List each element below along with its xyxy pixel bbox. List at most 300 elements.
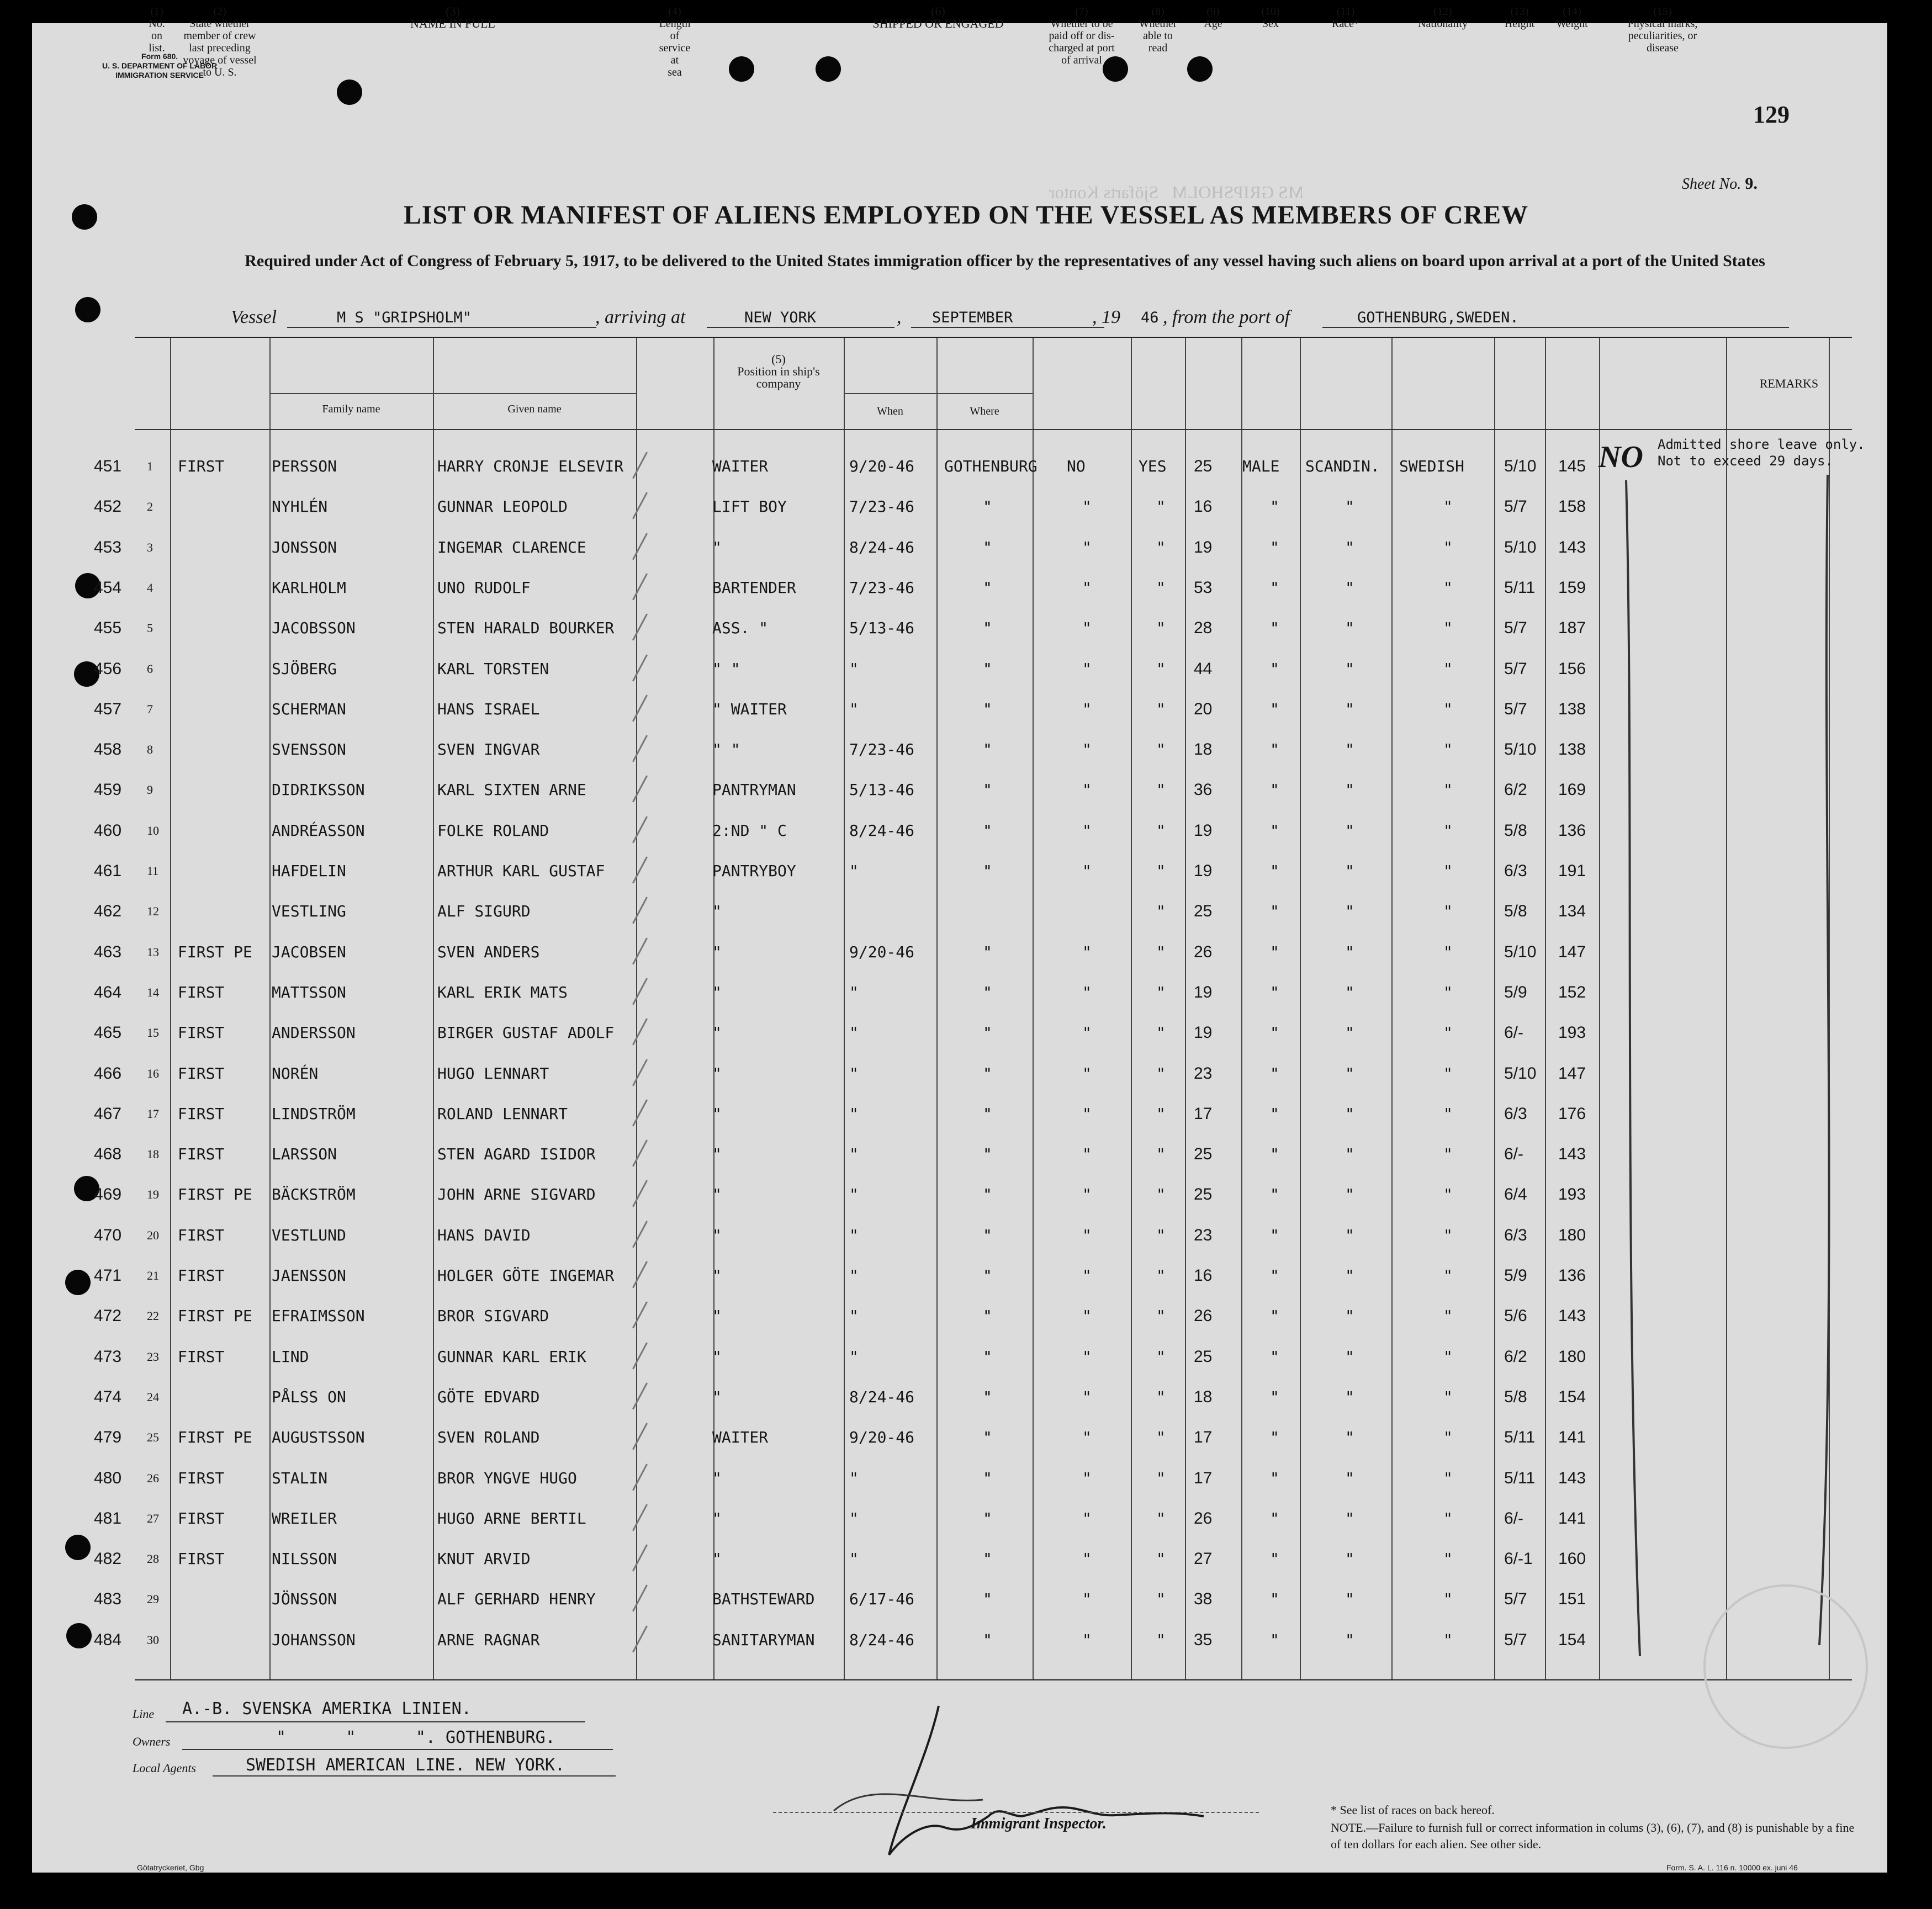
arriving-value: NEW YORK <box>744 309 817 326</box>
row-list-number: 28 <box>147 1552 159 1566</box>
row-shipped-when: " <box>849 1185 859 1204</box>
row-shipped-when: 7/23-46 <box>849 740 915 759</box>
row-age: 38 <box>1194 1590 1213 1609</box>
row-shipped-where: " <box>983 659 992 678</box>
row-height: 5/8 <box>1504 1387 1527 1406</box>
row-sex: " <box>1270 862 1279 880</box>
row-given-name: GÖTE EDVARD <box>437 1387 540 1406</box>
row-sex: " <box>1270 699 1279 718</box>
row-sex: " <box>1270 781 1279 799</box>
row-given-name: UNO RUDOLF <box>437 578 531 597</box>
row-sex: " <box>1270 1509 1279 1528</box>
row-shipped-where: " <box>983 983 992 1001</box>
sheet-label: Sheet No. <box>1682 176 1742 193</box>
row-sequence-number: 474 <box>94 1387 122 1406</box>
row-shipped-when: " <box>849 1064 859 1083</box>
row-previous-voyage: FIRST <box>178 983 225 1001</box>
row-sex: " <box>1270 983 1279 1001</box>
row-list-number: 30 <box>147 1632 159 1647</box>
row-nationality: " <box>1443 699 1453 718</box>
row-nationality: " <box>1443 983 1453 1001</box>
row-list-number: 15 <box>147 1026 159 1040</box>
row-shipped-where: " <box>983 1347 992 1366</box>
row-able-to-read: " <box>1156 1428 1166 1447</box>
row-nationality: " <box>1443 740 1453 759</box>
row-paid-off: " <box>1082 1145 1092 1164</box>
row-age: 23 <box>1194 1064 1213 1083</box>
row-previous-voyage: FIRST <box>178 1226 225 1244</box>
row-paid-off: " <box>1082 538 1092 556</box>
row-position: " <box>712 1387 722 1406</box>
row-family-name: DIDRIKSSON <box>272 781 365 799</box>
row-paid-off: " <box>1082 619 1092 638</box>
row-height: 5/11 <box>1504 1468 1536 1487</box>
row-list-number: 18 <box>147 1147 159 1162</box>
row-shipped-when: 5/13-46 <box>849 619 915 638</box>
row-age: 23 <box>1194 1226 1213 1244</box>
row-position: " <box>712 1226 722 1244</box>
row-nationality: " <box>1443 578 1453 597</box>
row-able-to-read: " <box>1156 740 1166 759</box>
row-height: 5/8 <box>1504 821 1527 840</box>
row-age: 18 <box>1194 1387 1213 1406</box>
row-position: BATHSTEWARD <box>712 1590 815 1609</box>
row-position: " <box>712 1064 722 1083</box>
check-mark <box>628 612 648 641</box>
row-position: " <box>712 902 722 921</box>
row-family-name: LARSSON <box>272 1145 337 1164</box>
column-header-position: (5) Position in ship's company <box>737 352 820 390</box>
row-height: 5/10 <box>1504 1064 1537 1083</box>
check-mark <box>628 692 648 722</box>
department-name: U. S. DEPARTMENT OF LABOR <box>102 61 218 70</box>
check-mark <box>628 1502 648 1531</box>
row-list-number: 5 <box>147 621 153 635</box>
row-previous-voyage: FIRST PE <box>178 1307 252 1325</box>
row-age: 17 <box>1194 1428 1213 1447</box>
row-shipped-where: " <box>983 1307 992 1325</box>
row-sex: " <box>1270 497 1279 516</box>
row-list-number: 2 <box>147 500 153 514</box>
row-family-name: JAENSSON <box>272 1266 346 1285</box>
row-height: 5/10 <box>1504 538 1537 556</box>
row-weight: 154 <box>1558 1630 1586 1649</box>
row-nationality: " <box>1443 1590 1453 1609</box>
row-age: 28 <box>1194 619 1213 638</box>
row-shipped-where: " <box>983 699 992 718</box>
port-value: GOTHENBURG,SWEDEN. <box>1357 309 1519 326</box>
column-header-when: When <box>877 405 903 417</box>
row-shipped-where: " <box>983 1468 992 1487</box>
row-given-name: HOLGER GÖTE INGEMAR <box>437 1266 615 1285</box>
row-sex: " <box>1270 1590 1279 1609</box>
owners-value: " " ". GOTHENBURG. <box>276 1728 555 1747</box>
row-given-name: GUNNAR LEOPOLD <box>437 497 568 516</box>
row-shipped-where: " <box>983 1509 992 1528</box>
row-sex: " <box>1270 619 1279 638</box>
row-list-number: 12 <box>147 904 159 919</box>
column-header-remarks: REMARKS <box>1759 377 1819 390</box>
row-sequence-number: 484 <box>94 1630 122 1649</box>
punch-hole <box>816 56 841 82</box>
row-nationality: " <box>1443 1630 1453 1649</box>
row-shipped-when: 6/17-46 <box>849 1590 915 1609</box>
row-sex: " <box>1270 902 1279 921</box>
row-position: " <box>712 1468 722 1487</box>
row-sex: " <box>1270 740 1279 759</box>
row-weight: 193 <box>1558 1024 1586 1042</box>
row-able-to-read: " <box>1156 1590 1166 1609</box>
row-weight: 187 <box>1558 619 1586 638</box>
row-family-name: ANDERSSON <box>272 1024 356 1042</box>
row-height: 6/3 <box>1504 1104 1527 1123</box>
row-given-name: ALF GERHARD HENRY <box>437 1590 596 1609</box>
column-header-shipped-engaged: (6) SHIPPED OR ENGAGED <box>872 4 1004 30</box>
row-sequence-number: 460 <box>94 821 122 840</box>
vessel-label: Vessel <box>231 307 277 327</box>
column-header-height: (13) Height <box>1504 6 1535 30</box>
row-able-to-read: " <box>1156 1266 1166 1285</box>
row-nationality: " <box>1443 1145 1453 1164</box>
row-race: " <box>1345 1550 1354 1568</box>
row-weight: 143 <box>1558 1307 1586 1325</box>
check-mark <box>628 1461 648 1491</box>
row-given-name: ROLAND LENNART <box>437 1104 568 1123</box>
row-race: " <box>1345 1468 1354 1487</box>
line-value: A.-B. SVENSKA AMERIKA LINIEN. <box>182 1699 472 1719</box>
row-family-name: SJÖBERG <box>272 659 337 678</box>
row-given-name: HANS ISRAEL <box>437 699 540 718</box>
row-sequence-number: 459 <box>94 781 122 799</box>
check-mark <box>628 855 648 884</box>
row-weight: 138 <box>1558 699 1586 718</box>
row-sex: " <box>1270 942 1279 961</box>
row-race: " <box>1345 659 1354 678</box>
row-family-name: JACOBSSON <box>272 619 356 638</box>
row-family-name: SVENSSON <box>272 740 346 759</box>
row-age: 25 <box>1194 1185 1213 1204</box>
row-sex: " <box>1270 1266 1279 1285</box>
row-able-to-read: " <box>1156 1630 1166 1649</box>
row-paid-off: " <box>1082 1509 1092 1528</box>
row-shipped-where: " <box>983 1185 992 1204</box>
row-list-number: 4 <box>147 580 153 595</box>
check-mark <box>628 1542 648 1572</box>
row-nationality: " <box>1443 1387 1453 1406</box>
row-weight: 156 <box>1558 659 1586 678</box>
row-able-to-read: " <box>1156 1387 1166 1406</box>
row-paid-off: " <box>1082 1024 1092 1042</box>
row-race: " <box>1345 1145 1354 1164</box>
row-sequence-number: 468 <box>94 1145 122 1164</box>
row-weight: 143 <box>1558 538 1586 556</box>
row-race: " <box>1345 1024 1354 1042</box>
row-race: " <box>1345 821 1354 840</box>
row-family-name: ANDRÉASSON <box>272 821 365 840</box>
row-weight: 191 <box>1558 862 1586 880</box>
row-paid-off: " <box>1082 1630 1092 1649</box>
row-age: 36 <box>1194 781 1213 799</box>
row-given-name: BROR YNGVE HUGO <box>437 1468 577 1487</box>
row-given-name: HUGO ARNE BERTIL <box>437 1509 586 1528</box>
row-list-number: 25 <box>147 1430 159 1445</box>
row-nationality: " <box>1443 1266 1453 1285</box>
row-weight: 141 <box>1558 1428 1586 1447</box>
check-mark <box>628 531 648 560</box>
row-position: " <box>712 1347 722 1366</box>
row-given-name: SVEN ANDERS <box>437 942 540 961</box>
row-family-name: VESTLING <box>272 902 346 921</box>
row-list-number: 23 <box>147 1349 159 1364</box>
row-nationality: " <box>1443 821 1453 840</box>
row-nationality: " <box>1443 902 1453 921</box>
row-height: 5/7 <box>1504 699 1527 718</box>
row-sex: " <box>1270 538 1279 556</box>
row-height: 5/8 <box>1504 902 1527 921</box>
column-header-family-name: Family name <box>322 403 380 415</box>
row-height: 6/3 <box>1504 862 1527 880</box>
row-shipped-where: " <box>983 538 992 556</box>
row-nationality: " <box>1443 619 1453 638</box>
row-family-name: LIND <box>272 1347 309 1366</box>
official-stamp <box>1703 1584 1868 1749</box>
row-shipped-when: 9/20-46 <box>849 1428 915 1447</box>
row-sequence-number: 451 <box>94 457 122 475</box>
row-shipped-where: " <box>983 1266 992 1285</box>
row-race: " <box>1345 1185 1354 1204</box>
row-shipped-when: 7/23-46 <box>849 578 915 597</box>
row-race: " <box>1345 1266 1354 1285</box>
row-sequence-number: 469 <box>94 1185 122 1204</box>
check-mark <box>628 1057 648 1086</box>
row-age: 35 <box>1194 1630 1213 1649</box>
form-code: Form. S. A. L. 116 n. 10000 ex. juni 46 <box>1666 1863 1798 1872</box>
year-prefix: , 19 <box>1092 307 1120 327</box>
row-given-name: INGEMAR CLARENCE <box>437 538 586 556</box>
row-able-to-read: " <box>1156 862 1166 880</box>
column-header-where: Where <box>970 405 999 417</box>
row-given-name: HUGO LENNART <box>437 1064 549 1083</box>
row-age: 20 <box>1194 699 1213 718</box>
row-family-name: AUGUSTSSON <box>272 1428 365 1447</box>
row-age: 16 <box>1194 1266 1213 1285</box>
row-sequence-number: 471 <box>94 1266 122 1285</box>
row-shipped-where: " <box>983 862 992 880</box>
punch-hole <box>75 297 100 322</box>
check-mark <box>628 1583 648 1612</box>
year-value: 46 <box>1141 309 1159 326</box>
row-paid-off: " <box>1082 1590 1092 1609</box>
service-name: IMMIGRATION SERVICE <box>115 71 204 79</box>
row-able-to-read: YES <box>1139 457 1167 475</box>
remarks-line-2: Not to exceed 29 days. <box>1658 453 1833 469</box>
row-age: 19 <box>1194 862 1213 880</box>
row-weight: 134 <box>1558 902 1586 921</box>
row-paid-off: " <box>1082 1387 1092 1406</box>
bleed-through-text: MS GRIPSHOLM Sjöfarts Kontor <box>1049 182 1304 202</box>
row-shipped-when: 5/13-46 <box>849 781 915 799</box>
row-position: LIFT BOY <box>712 497 787 516</box>
row-shipped-where: " <box>983 1387 992 1406</box>
check-mark <box>628 1097 648 1126</box>
row-weight: 154 <box>1558 1387 1586 1406</box>
row-given-name: GUNNAR KARL ERIK <box>437 1347 586 1366</box>
row-shipped-when: " <box>849 659 859 678</box>
penalty-note: NOTE.—Failure to furnish full or correct information in colums (3), (6), (7), and (8) is punishable by a fine of ten dollars for each alien. See other side. <box>1331 1821 1855 1851</box>
row-given-name: BIRGER GUSTAF ADOLF <box>437 1024 615 1042</box>
row-shipped-when: " <box>849 1104 859 1123</box>
check-mark <box>628 814 648 843</box>
row-height: 5/11 <box>1504 578 1536 597</box>
row-weight: 180 <box>1558 1226 1586 1244</box>
row-list-number: 16 <box>147 1066 159 1080</box>
row-position: " <box>712 1550 722 1568</box>
check-mark <box>628 1138 648 1167</box>
row-shipped-when: 9/20-46 <box>849 942 915 961</box>
row-shipped-where: " <box>983 578 992 597</box>
check-mark <box>628 1380 648 1409</box>
row-family-name: JOHANSSON <box>272 1630 356 1649</box>
row-height: 6/- <box>1504 1509 1524 1528</box>
row-able-to-read: " <box>1156 1226 1166 1244</box>
row-height: 6/-1 <box>1504 1550 1533 1568</box>
row-given-name: BROR SIGVARD <box>437 1307 549 1325</box>
row-race: " <box>1345 781 1354 799</box>
sheet-number <box>1682 174 1758 193</box>
row-nationality: " <box>1443 1064 1453 1083</box>
row-list-number: 20 <box>147 1228 159 1242</box>
row-position: " <box>712 983 722 1001</box>
row-shipped-when: 8/24-46 <box>849 1387 915 1406</box>
row-weight: 143 <box>1558 1468 1586 1487</box>
row-family-name: SCHERMAN <box>272 699 346 718</box>
row-given-name: KARL SIXTEN ARNE <box>437 781 586 799</box>
row-list-number: 8 <box>147 743 153 757</box>
row-family-name: EFRAIMSSON <box>272 1307 365 1325</box>
row-able-to-read: " <box>1156 1550 1166 1568</box>
row-nationality: " <box>1443 1347 1453 1366</box>
row-list-number: 27 <box>147 1511 159 1525</box>
row-given-name: KNUT ARVID <box>437 1550 531 1568</box>
check-mark <box>628 1259 648 1288</box>
owners-label: Owners <box>133 1735 171 1748</box>
line-label: Line <box>133 1707 155 1721</box>
row-shipped-when: " <box>849 983 859 1001</box>
row-shipped-when: " <box>849 699 859 718</box>
row-able-to-read: " <box>1156 699 1166 718</box>
row-shipped-where: " <box>983 1590 992 1609</box>
row-able-to-read: " <box>1156 942 1166 961</box>
row-age: 25 <box>1194 1347 1213 1366</box>
row-weight: 169 <box>1558 781 1586 799</box>
row-height: 5/11 <box>1504 1428 1536 1447</box>
row-height: 5/9 <box>1504 983 1527 1001</box>
row-sequence-number: 455 <box>94 619 122 638</box>
row-paid-off: " <box>1082 1428 1092 1447</box>
check-mark <box>628 652 648 681</box>
row-paid-off: " <box>1082 1307 1092 1325</box>
row-sex: " <box>1270 1185 1279 1204</box>
row-paid-off: " <box>1082 862 1092 880</box>
row-sex: " <box>1270 821 1279 840</box>
row-shipped-where: " <box>983 1145 992 1164</box>
row-paid-off: " <box>1082 578 1092 597</box>
row-height: 5/9 <box>1504 1266 1527 1285</box>
row-paid-off: " <box>1082 1104 1092 1123</box>
row-able-to-read: " <box>1156 781 1166 799</box>
row-nationality: " <box>1443 1428 1453 1447</box>
row-given-name: HARRY CRONJE ELSEVIR <box>437 457 624 475</box>
row-able-to-read: " <box>1156 1509 1166 1528</box>
check-mark <box>628 1340 648 1369</box>
row-nationality: " <box>1443 1307 1453 1325</box>
row-race: " <box>1345 740 1354 759</box>
row-sequence-number: 472 <box>94 1307 122 1325</box>
row-family-name: NORÉN <box>272 1064 319 1083</box>
row-age: 25 <box>1194 902 1213 921</box>
row-list-number: 13 <box>147 945 159 959</box>
check-mark <box>628 1300 648 1329</box>
row-sequence-number: 465 <box>94 1024 122 1042</box>
row-shipped-where: " <box>983 1550 992 1568</box>
row-weight: 138 <box>1558 740 1586 759</box>
row-age: 53 <box>1194 578 1213 597</box>
row-shipped-when: " <box>849 862 859 880</box>
row-race: " <box>1345 1630 1354 1649</box>
row-sex: " <box>1270 1387 1279 1406</box>
check-mark <box>628 490 648 519</box>
row-shipped-when: " <box>849 1550 859 1568</box>
row-height: 5/10 <box>1504 942 1537 961</box>
row-sequence-number: 456 <box>94 659 122 678</box>
row-weight: 136 <box>1558 1266 1586 1285</box>
row-list-number: 22 <box>147 1309 159 1323</box>
column-header-physical-marks: (15) Physical marks, peculiarities, or disease <box>1627 6 1698 54</box>
row-family-name: LINDSTRÖM <box>272 1104 356 1123</box>
row-family-name: NILSSON <box>272 1550 337 1568</box>
row-list-number: 6 <box>147 661 153 676</box>
row-position: " WAITER <box>712 699 787 718</box>
inspector-signature <box>762 1689 1259 1871</box>
row-race: " <box>1345 983 1354 1001</box>
row-position: WAITER <box>712 457 769 475</box>
row-position: " <box>712 1104 722 1123</box>
inspector-label: Immigrant Inspector. <box>971 1815 1107 1832</box>
agents-value: SWEDISH AMERICAN LINE. NEW YORK. <box>246 1756 565 1775</box>
row-weight: 193 <box>1558 1185 1586 1204</box>
row-weight: 160 <box>1558 1550 1586 1568</box>
row-sex: " <box>1270 1145 1279 1164</box>
row-paid-off: " <box>1082 659 1092 678</box>
row-sex: " <box>1270 1550 1279 1568</box>
form-number: Form 680. <box>141 52 178 61</box>
row-able-to-read: " <box>1156 821 1166 840</box>
row-paid-off: " <box>1082 1347 1092 1366</box>
column-header-paid-off: (7) Whether to be paid off or dis- charged at port of arrival <box>1049 6 1115 66</box>
row-sex: " <box>1270 1104 1279 1123</box>
row-height: 5/10 <box>1504 457 1537 475</box>
row-paid-off: " <box>1082 1266 1092 1285</box>
row-age: 19 <box>1194 1024 1213 1042</box>
row-given-name: ARNE RAGNAR <box>437 1630 540 1649</box>
row-previous-voyage: FIRST <box>178 1064 225 1083</box>
row-shipped-where: " <box>983 1428 992 1447</box>
row-shipped-when: " <box>849 1266 859 1285</box>
column-header-name: (3) NAME IN FULL <box>410 4 495 30</box>
vessel-value: M S "GRIPSHOLM" <box>337 309 472 326</box>
row-sequence-number: 454 <box>94 578 122 597</box>
row-position: " " <box>712 659 740 678</box>
